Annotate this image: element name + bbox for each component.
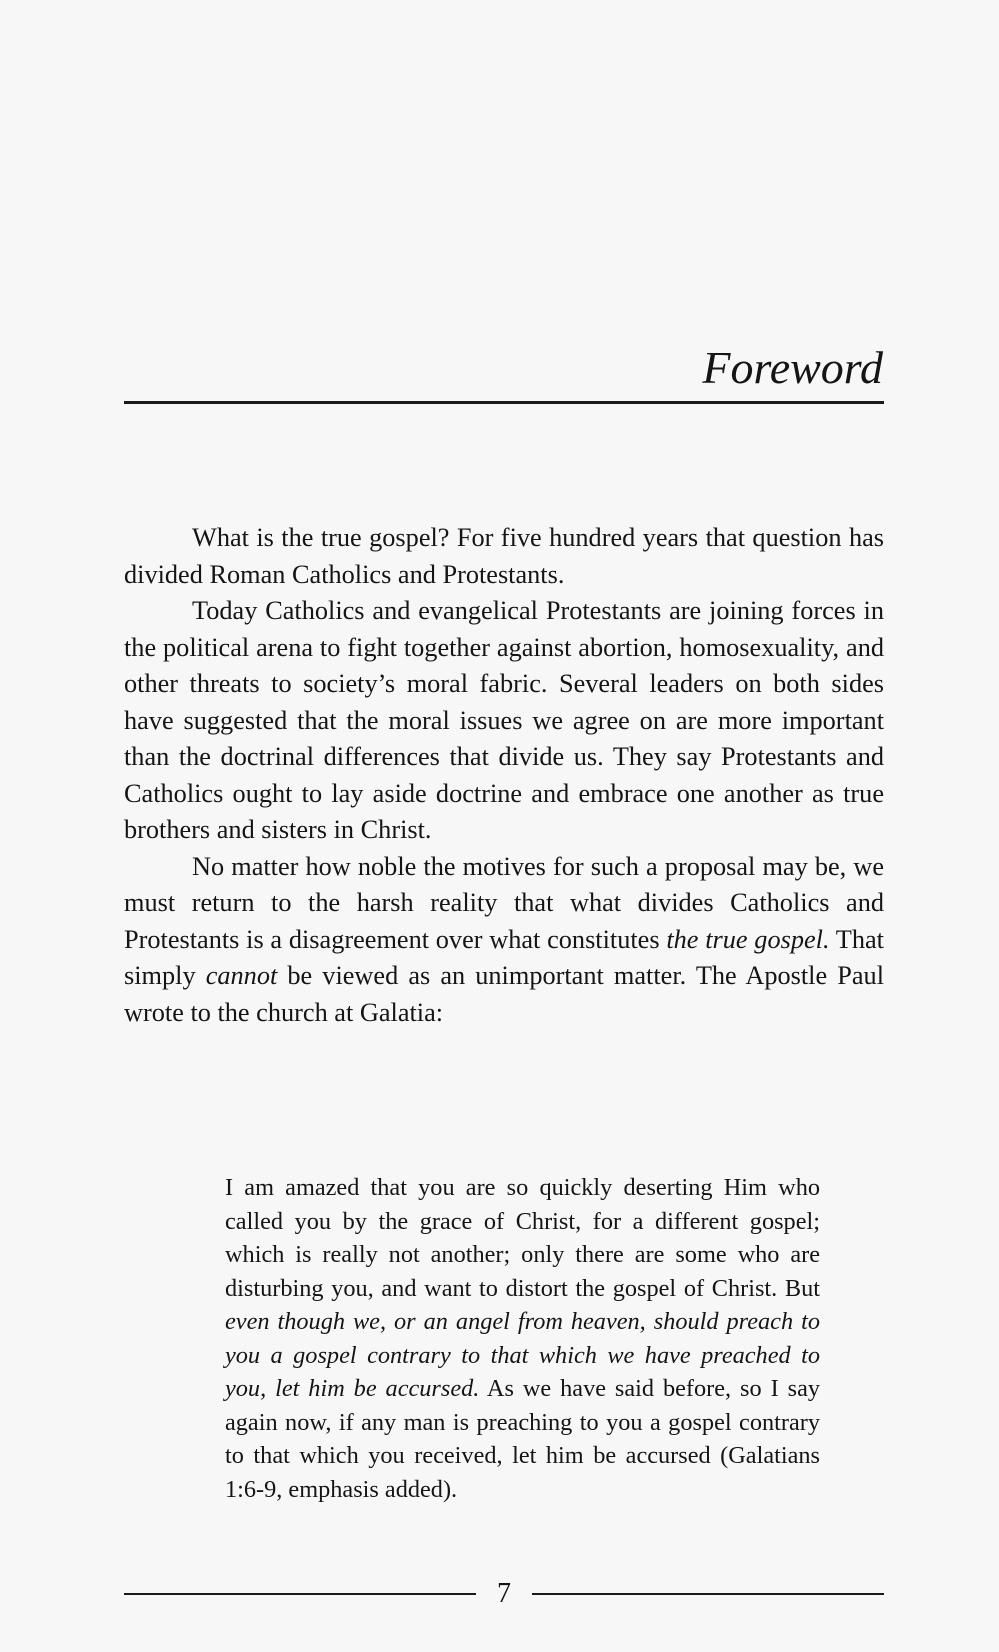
- quote-text-2: As we have said before, so I say again now, if any man is preaching to you a gospel contrary to that which you received, let him be accursed (Galatians 1:6-9, emphasis added).: [225, 1375, 821, 1503]
- quote-emphasis: even though we, or an angel from heaven, should preach to you a gospel contrary to that which we have preached to you, let him be accursed.: [225, 1308, 820, 1402]
- quote-text-1: I am amazed that you are so quickly deserting Him who called you by the grace of Christ, for a different gospel; which is really not another; only there are some who are disturbing you, and want to distort the gospel of Christ. But: [225, 1174, 820, 1302]
- paragraph-3-text-3: be viewed as an unimportant matter. The Apostle Paul wrote to the church at Galatia:: [124, 961, 885, 1027]
- page-number: 7: [497, 1578, 511, 1609]
- paragraph-2: Today Catholics and evangelical Protestants are joining forces in the political arena to fight together against abortion, homosexuality, and other threats to society’s moral fabric. Several leaders on both sides have suggested that the moral issues we agree on are more important than the doctrinal differences that divide us. They say Protestants and Catholics ought to lay aside doctrine and embrace one another as true brothers and sisters in Christ.: [124, 596, 884, 844]
- page-footer: [124, 1574, 884, 1614]
- block-quote: [225, 1171, 820, 1506]
- paragraph-3-emphasis-2: cannot: [205, 961, 278, 990]
- footer-rule-right: [532, 1593, 884, 1595]
- footer-rule-left: [124, 1593, 476, 1595]
- paragraph-3-text-1: No matter how noble the motives for such a proposal may be, we must return to the harsh reality that what divides Catholics and Protestants is a disagreement over what constitutes: [124, 851, 884, 954]
- paragraph-3-text-2: That simply: [124, 924, 884, 990]
- paragraph-3-emphasis-1: the true gospel.: [666, 924, 830, 954]
- body-text: [124, 520, 884, 1031]
- paragraph-1: What is the true gospel? For five hundred years that question has divided Roman Catholics and Protestants.: [124, 523, 884, 589]
- title-rule: [124, 401, 884, 404]
- quote-paragraph: [225, 1171, 820, 1506]
- chapter-title: Foreword: [702, 342, 883, 393]
- paragraph-3: [124, 849, 884, 1032]
